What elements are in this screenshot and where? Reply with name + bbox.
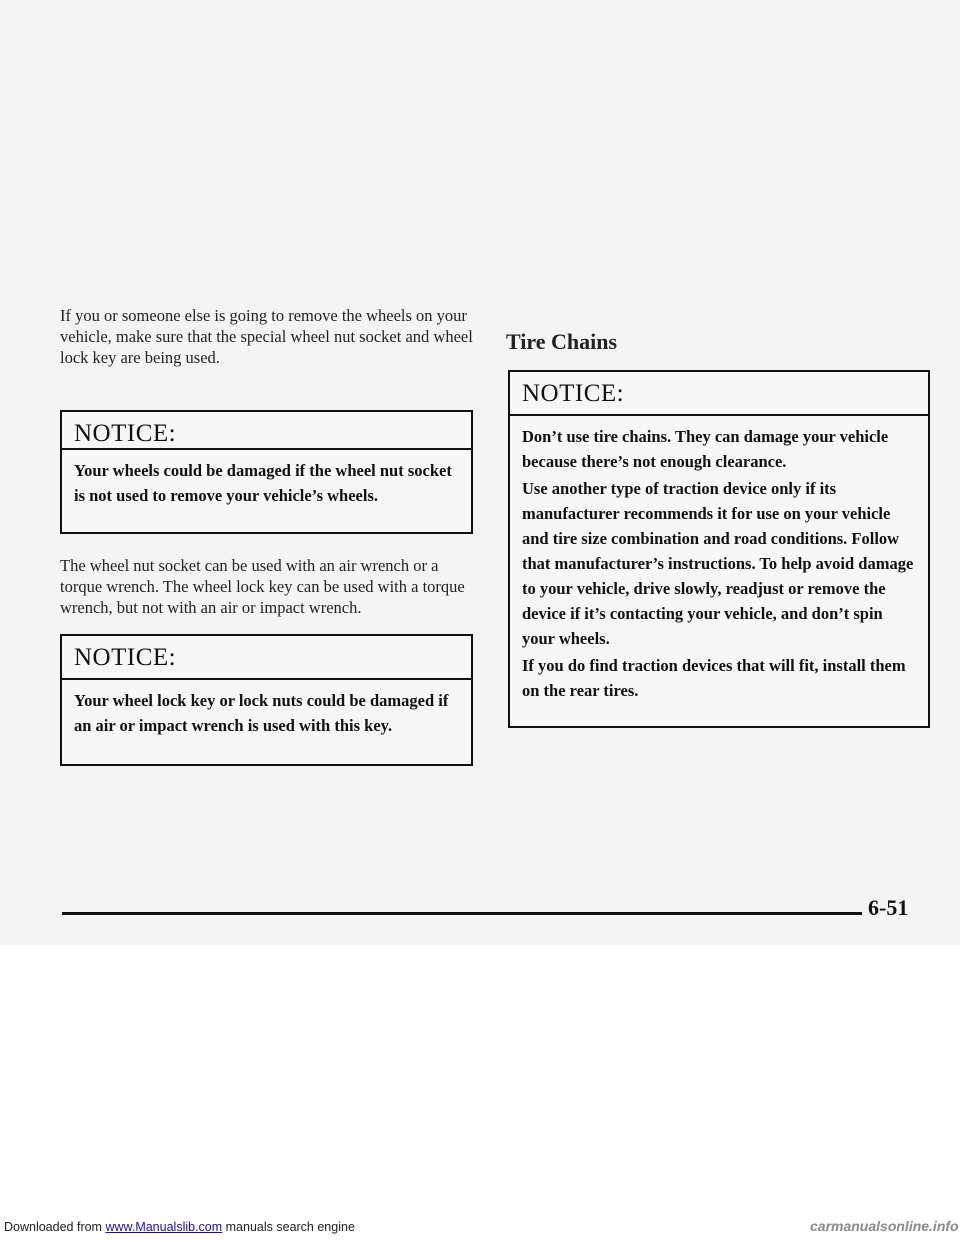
notice-title: NOTICE: <box>62 412 471 450</box>
notice-box-wheel-lock-key <box>60 634 473 766</box>
intro-paragraph: If you or someone else is going to remove the wheels on your vehicle, make sure that the special wheel nut socket and wheel lock key are being used. <box>60 306 473 367</box>
footer-prefix: Downloaded from <box>4 1220 106 1234</box>
notice-title: NOTICE: <box>62 636 471 680</box>
download-footer <box>4 1220 355 1234</box>
section-title-tire-chains: Tire Chains <box>506 329 618 354</box>
notice-body: Your wheel lock key or lock nuts could be damaged if an air or impact wrench is used with this key. <box>74 691 449 735</box>
footer-suffix: manuals search engine <box>222 1220 355 1234</box>
wrench-paragraph: The wheel nut socket can be used with an air wrench or a torque wrench. The wheel lock key can be used with a torque wrench, but not with an air or impact wrench. <box>60 556 465 617</box>
notice-paragraph: Don’t use tire chains. They can damage your vehicle because there’s not enough clearance. <box>522 427 889 471</box>
watermark-text: carmanualsonline.info <box>810 1218 959 1234</box>
notice-box-tire-chains <box>508 370 930 728</box>
notice-box-wheel-nut-socket <box>60 410 473 534</box>
footer-rule <box>62 912 862 915</box>
notice-body: Your wheels could be damaged if the wheel nut socket is not used to remove your vehicle’s wheels. <box>74 461 452 505</box>
notice-paragraph: Use another type of traction device only if its manufacturer recommends it for use on your vehicle and tire size combination and road conditions. Follow that manufacturer’s instructions. To help avoid damage to your vehicle, drive slowly, readjust or remove the device if it’s contacting your vehicle, and don’t spin your wheels. <box>522 479 914 648</box>
manualslib-link[interactable]: www.Manualslib.com <box>105 1220 223 1234</box>
notice-body <box>510 416 928 713</box>
notice-paragraph: If you do find traction devices that will fit, install them on the rear tires. <box>522 656 906 700</box>
page-number: 6-51 <box>868 895 909 920</box>
notice-title: NOTICE: <box>510 372 928 416</box>
